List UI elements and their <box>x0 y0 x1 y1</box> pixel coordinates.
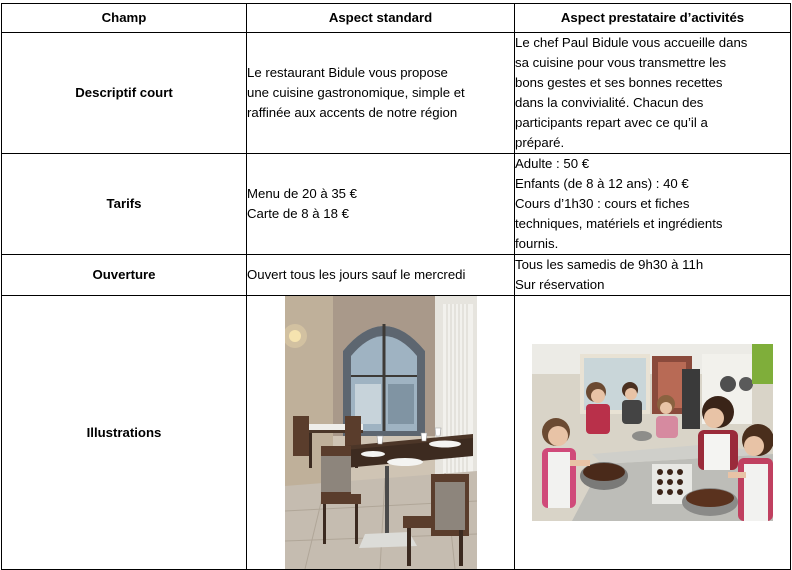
row-label-ouverture: Ouverture <box>2 255 247 296</box>
tarifs-standard-line: Menu de 20 à 35 € <box>247 186 357 201</box>
descriptif-prestataire-line: préparé. <box>515 135 565 150</box>
row-label-descriptif: Descriptif court <box>2 33 247 154</box>
descriptif-standard-cell <box>247 33 515 154</box>
tarifs-standard-cell <box>247 154 515 255</box>
tarifs-prestataire-line: techniques, matériels et ingrédients <box>515 216 723 231</box>
ouverture-prestataire-cell <box>515 255 791 296</box>
descriptif-prestataire-cell <box>515 33 791 154</box>
table-row-descriptif <box>2 33 791 154</box>
descriptif-standard-line: une cuisine gastronomique, simple et <box>247 85 465 100</box>
descriptif-prestataire-line: bons gestes et ses bonnes recettes <box>515 75 723 90</box>
table-row-ouverture <box>2 255 791 296</box>
ouverture-prestataire-line: Tous les samedis de 9h30 à 11h <box>515 257 704 272</box>
illustration-standard-cell <box>247 296 515 570</box>
ouverture-prestataire-line: Sur réservation <box>515 277 605 292</box>
restaurant-dining-room-photo <box>285 296 477 569</box>
descriptif-prestataire-line: sa cuisine pour vous transmettre les <box>515 55 727 70</box>
header-aspect-prestataire: Aspect prestataire d’activités <box>515 4 791 33</box>
table-row-illustrations <box>2 296 791 570</box>
tarifs-prestataire-line: Enfants (de 8 à 12 ans) : 40 € <box>515 176 689 191</box>
comparison-table <box>1 3 791 570</box>
table-header-row <box>2 4 791 33</box>
descriptif-prestataire-line: dans la convivialité. Chacun des <box>515 95 704 110</box>
tarifs-standard-line: Carte de 8 à 18 € <box>247 206 349 221</box>
illustration-prestataire-cell <box>515 296 791 570</box>
header-aspect-standard: Aspect standard <box>247 4 515 33</box>
row-label-tarifs: Tarifs <box>2 154 247 255</box>
tarifs-prestataire-line: Adulte : 50 € <box>515 156 590 171</box>
descriptif-standard-line: raffinée aux accents de notre région <box>247 105 458 120</box>
tarifs-prestataire-line: Cours d’1h30 : cours et fiches <box>515 196 690 211</box>
tarifs-prestataire-line: fournis. <box>515 236 559 251</box>
descriptif-prestataire-line: Le chef Paul Bidule vous accueille dans <box>515 35 748 50</box>
row-label-illustrations: Illustrations <box>2 296 247 570</box>
table-row-tarifs <box>2 154 791 255</box>
ouverture-standard-cell <box>247 255 515 296</box>
tarifs-prestataire-cell <box>515 154 791 255</box>
descriptif-standard-line: Le restaurant Bidule vous propose <box>247 65 448 80</box>
cooking-class-children-photo <box>532 344 773 521</box>
descriptif-prestataire-line: participants repart avec ce qu’il a <box>515 115 708 130</box>
ouverture-standard-line: Ouvert tous les jours sauf le mercredi <box>247 267 466 282</box>
header-champ: Champ <box>2 4 247 33</box>
